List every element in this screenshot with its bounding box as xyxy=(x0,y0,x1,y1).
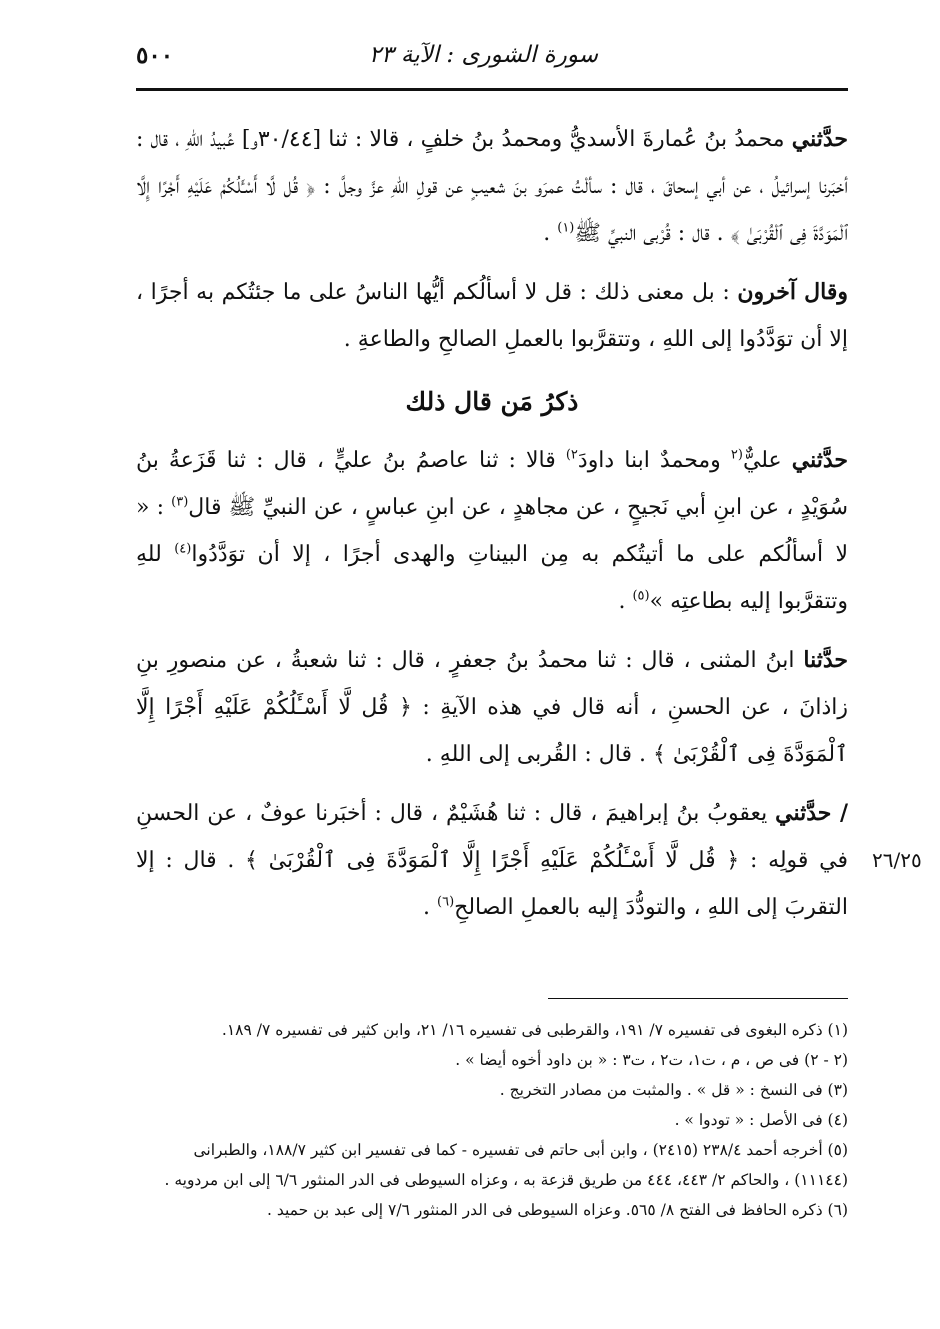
footnote-ref: (٤) xyxy=(174,541,192,557)
paragraph-3 xyxy=(136,437,848,625)
footnote: (٥) أخرجه أحمد ٢٣٨/٤ (٢٤١٥) ، وابن أبى حاتم فى تفسيره - كما فى تفسير ابن كثير ١٨٨/٧، والطبرانى xyxy=(193,1141,848,1159)
narration-lead: وقال آخرون xyxy=(737,279,848,305)
footnote-ref: (٢ xyxy=(730,447,743,463)
paragraph-text: عليٌّ xyxy=(742,448,792,473)
paragraph-text: للهِ وتتقرَّبوا إليه بطاعتِه » xyxy=(136,542,848,614)
page-number: ٥٠٠ xyxy=(136,42,174,69)
footnote-ref: ٢) xyxy=(565,447,578,463)
footnote-ref: (٥) xyxy=(632,588,650,604)
footnote: (٦) ذكره الحافظ فى الفتح ٨/ ٥٦٥. وعزاه السيوطى فى الدر المنثور ٧/٦ إلى عبد بن حميد . xyxy=(266,1201,848,1219)
paragraph-text: ابنُ المثنى ، قال : ثنا محمدُ بنُ جعفرٍ ، قال : ثنا شعبةُ ، عن منصورِ بنِ زاذانَ ، عن الحسنِ ، أنه قال في هذه الآيةِ : ﴿ قُل لَّا أَسْـَٔلُكُمْ عَلَيْهِ أَجْرًا إِلَّا ٱلْمَوَدَّةَ فِى ٱلْقُرْبَىٰ ﴾ . قال : القُربى إلى اللهِ . xyxy=(136,648,848,767)
main-text xyxy=(136,116,848,943)
paragraph-text: محمدُ بنُ عُمارةَ الأسديُّ ومحمدُ بنُ خلفٍ ، قالا : ثنا [٣٠/٤٤و] عُبيدُ اللهِ ، قال : أخبَرنا إسرائيلُ ، عن أبي إسحاقَ ، قال : سألْتُ عمرَو بنَ شعيبٍ عن قولِ اللهِ عزَّ وجلَّ : ﴿ قُل لَّا أَسْـَٔلُكُمْ عَلَيْهِ أَجْرًا إِلَّا ٱلْمَوَدَّةَ فِى ٱلْقُرْبَىٰ ﴾ . قال : قُرْبى النبيِّ ﷺ xyxy=(136,127,848,246)
paragraph-tail: . xyxy=(543,221,558,246)
paragraph-text: : « لا أسألُكم على ما أتيتُكم به مِن البيناتِ والهدى أجرًا ، إلا أن توَدَّدُوا xyxy=(136,495,848,567)
footnote: (١١١٤٤) ، والحاكم ٢/ ٤٤٣، ٤٤٤ من طريق قزعة به ، وعزاه السيوطى فى الدر المنثور ٦/٦ إلى ابن مردويه . xyxy=(164,1171,848,1189)
paragraph-tail: . xyxy=(618,589,633,614)
paragraph-text: : بل معنى ذلك : قل لا أسألُكم أيُّها الناسُ على ما جئتُكم به أجرًا ، إلا أن توَدَّدُوا إلى اللهِ ، وتتقرَّبوا بالعملِ الصالحِ والطاعةِ . xyxy=(136,280,848,352)
footnote-rule xyxy=(548,998,848,999)
paragraph-2 xyxy=(136,269,848,363)
footnote: (٢ - ٢) فى ص ، م ، ت١، ت٢ ، ت٣ : « بن داود أخوه أيضا » . xyxy=(455,1051,848,1069)
footnotes xyxy=(136,1015,848,1225)
paragraph-text: ومحمدٌ ابنا داودَ xyxy=(577,448,731,473)
narration-lead: / حدَّثني xyxy=(775,800,848,826)
header-title: سورة الشورى : الآية ٢٣ xyxy=(368,42,598,68)
footnote-ref: (٦) xyxy=(437,894,455,910)
paragraph-5 xyxy=(136,790,848,931)
footnote: (٤) فى الأصل : « تودوا » . xyxy=(674,1111,848,1129)
paragraph-tail: . xyxy=(423,895,438,920)
paragraph-text: قالا : ثنا عاصمُ بنُ عليٍّ ، قال : ثنا قَزَعةُ بنُ سُوَيْدٍ ، عن ابنِ أبي نَجيحٍ ، عن مجاهدٍ ، عن ابنِ عباسٍ ، عن النبيِّ ﷺ قال xyxy=(136,448,848,520)
paragraph-4 xyxy=(136,637,848,778)
paragraph-text: يعقوبُ بنُ إبراهيمَ ، قال : ثنا هُشَيْمٌ ، قال : أخبَرنا عوفٌ ، عن الحسنِ في قولِه : ﴿ قُل لَّا أَسْـَٔلُكُمْ عَلَيْهِ أَجْرًا إِلَّا ٱلْمَوَدَّةَ فِى ٱلْقُرْبَىٰ ﴾ . قال : إلا التقربَ إلى اللهِ ، والتودُّدَ إليه بالعملِ الصالحِ xyxy=(136,801,848,920)
running-header xyxy=(136,38,848,82)
footnote: (٣) فى النسخ : « قل » . والمثبت من مصادر التخريج . xyxy=(499,1081,848,1099)
footnote: (١) ذكره البغوى فى تفسيره ٧/ ١٩١، والقرطبى فى تفسيره ١٦/ ٢١، وابن كثير فى تفسيره ٧/ ١٨٩. xyxy=(221,1021,848,1039)
narration-lead: حدَّثنا xyxy=(803,647,848,673)
margin-reference: ٢٦/٢٥ xyxy=(872,848,922,872)
header-rule xyxy=(136,88,848,91)
section-heading: ذكرُ مَن قال ذلك xyxy=(405,387,579,416)
paragraph-1 xyxy=(136,116,848,257)
footnote-ref: (١) xyxy=(557,220,575,236)
narration-lead: حدَّثني xyxy=(791,126,848,152)
narration-lead: حدَّثني xyxy=(791,447,848,473)
footnote-ref: (٣) xyxy=(171,494,189,510)
